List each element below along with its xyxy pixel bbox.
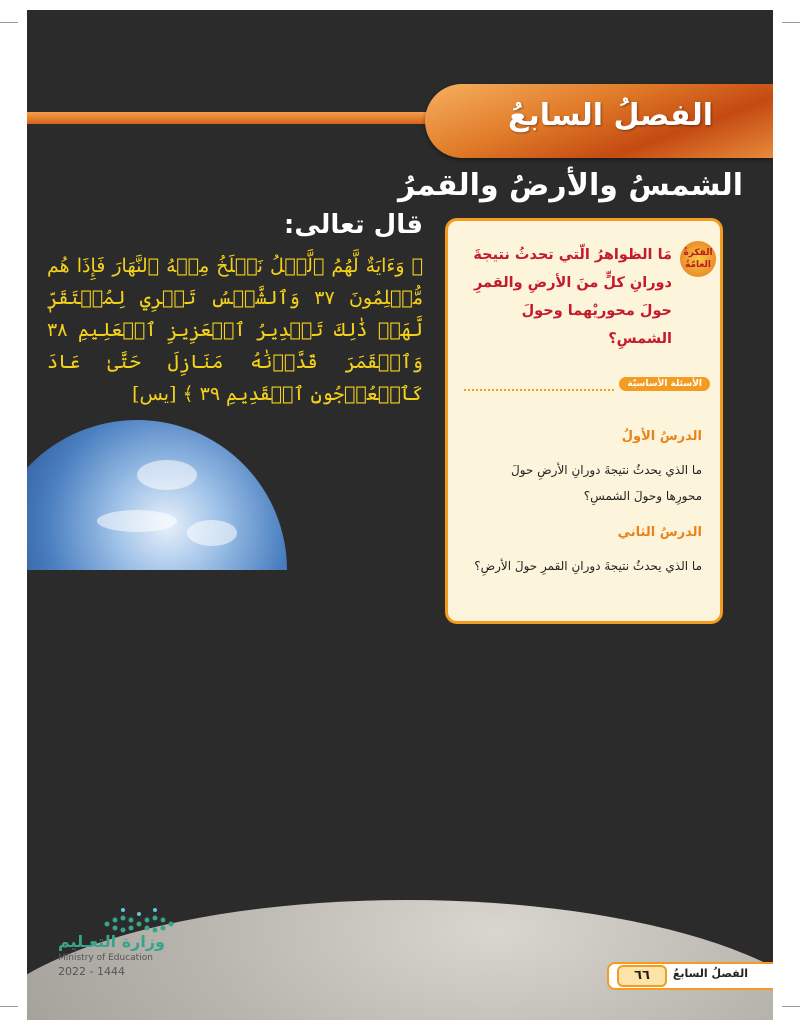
crop-mark: [782, 22, 800, 23]
verse-intro: قال تعالى:: [283, 210, 423, 240]
ministry-year: 2022 - 1444: [58, 965, 125, 978]
earth-cloud: [187, 520, 237, 546]
crop-mark: [782, 1006, 800, 1007]
chapter-title: الفصلُ السابعُ: [507, 98, 713, 133]
crop-mark: [0, 22, 18, 23]
earth-cloud: [137, 460, 197, 490]
big-idea-question: مَا الظواهرُ الّتي تحدثُ نتيجةَ دورانِ كلٍّ منَ الأرضِ والقمرِ حولَ محوريْهما وحولَ الشمسِ؟: [473, 247, 672, 347]
essential-questions-label: الأسئلة الأساسيّة: [619, 377, 710, 391]
lesson2-question: ما الذي يحدثُ نتيجةَ دورانِ القمرِ حولَ الأرضِ؟: [474, 559, 702, 573]
big-idea-box: [445, 218, 723, 624]
chapter-banner: [425, 84, 773, 158]
page-number: ٦٦: [617, 965, 667, 987]
footer-chapter-label: الفصلُ السابعُ: [672, 967, 748, 980]
lesson1-question: ما الذي يحدثُ نتيجةَ دورانِ الأرضِ حولَ محورِها وحولَ الشمسِ؟: [511, 463, 702, 503]
quran-verse: ﴿ وَءَايَةٌ لَّهُمُ ٱلَّيۡلُ نَسۡلَخُ مِنۡهُ ٱلنَّهَارَ فَإِذَا هُم مُّظۡلِمُونَ ٣٧ وَٱلشَّمۡسُ تَجۡرِي لِمُسۡتَقَرّٖ لَّهَاۚ ذَٰلِكَ تَقۡدِيرُ ٱلۡعَزِيزِ ٱلۡعَلِيمِ ٣٨ وَٱلۡقَمَرَ قَدَّرۡنَٰهُ مَنَازِلَ حَتَّىٰ عَادَ كَٱلۡعُرۡجُونِ ٱلۡقَدِيمِ ٣٩ ﴾ [يس]: [47, 255, 423, 405]
lesson1-title: الدرسُ الأولُ: [621, 429, 702, 444]
crop-mark: [0, 1006, 18, 1007]
lesson2-title: الدرسُ الثاني: [617, 525, 702, 540]
earth-image: [27, 420, 287, 720]
dotted-divider: [464, 389, 614, 391]
textbook-page: [27, 10, 773, 1020]
chapter-subtitle: الشمسُ والأرضُ والقمرُ: [398, 168, 743, 203]
ministry-name-arabic: وزارة التعـليم: [58, 932, 165, 951]
ministry-name-english: Ministry of Education: [58, 953, 153, 963]
big-idea-badge: الفكرةُ العامّةُ: [680, 241, 716, 277]
earth-cloud: [97, 510, 177, 532]
